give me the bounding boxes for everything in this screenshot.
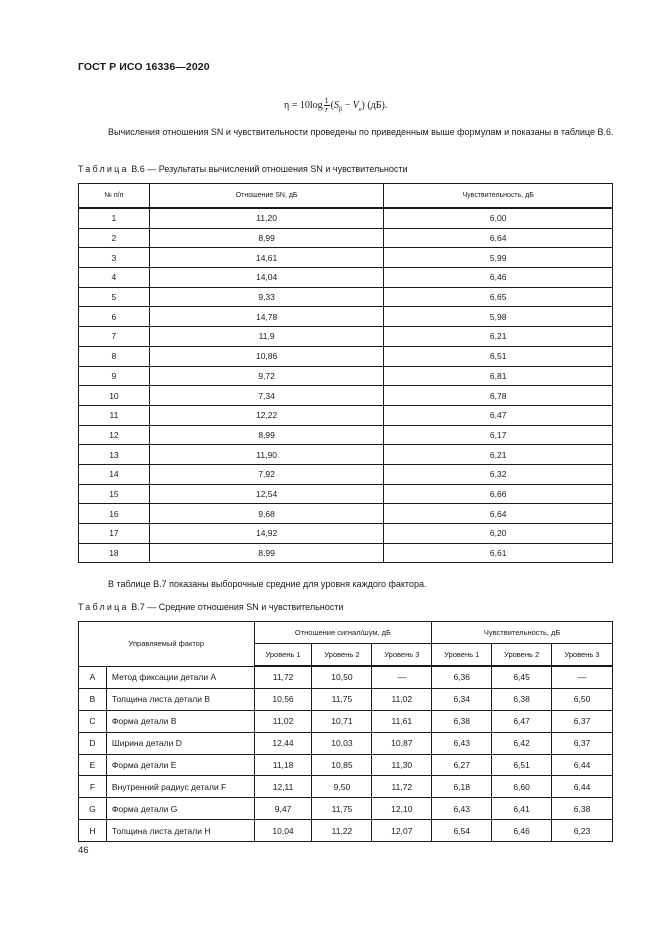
table7-cell-sens-l3: 6,37	[552, 710, 613, 732]
table6-cell-num: 4	[79, 268, 150, 288]
table7-cell-sn-l3: 12,10	[372, 798, 432, 820]
table7-cell-sens-l2: 6,42	[492, 732, 552, 754]
formula-lhs: η = 10log	[284, 99, 323, 111]
table-row	[79, 405, 613, 425]
table6-cell-sn: 11,90	[149, 445, 384, 465]
table7-level-header: Уровень 1	[254, 644, 312, 667]
table6-cell-num: 18	[79, 543, 150, 563]
table6-cell-num: 2	[79, 228, 150, 248]
document-header: ГОСТ Р ИСО 16336—2020	[78, 61, 210, 73]
table6-cell-sens: 6,21	[384, 327, 613, 347]
table7-cell-sens-l2: 6,45	[492, 666, 552, 688]
table7-level-header: Уровень 2	[312, 644, 372, 667]
table7-cell-sens-l2: 6,47	[492, 710, 552, 732]
table6-cell-sn: 7,92	[149, 464, 384, 484]
table7-cell-sens-l3: 6,44	[552, 776, 613, 798]
table7-cell-sn-l1: 11,02	[254, 710, 312, 732]
table6-cell-sens: 6,20	[384, 524, 613, 544]
table7-cell-sn-l1: 10,04	[254, 820, 312, 842]
table6-cell-sens: 6,64	[384, 504, 613, 524]
table7-cell-sens-l1: 6,36	[432, 666, 492, 688]
table6-cell-sn: 9,68	[149, 504, 384, 524]
table-row	[79, 688, 613, 710]
table7-cell-code: D	[79, 732, 107, 754]
table7-cell-code: F	[79, 776, 107, 798]
table6-cell-sens: 6,61	[384, 543, 613, 563]
table7-cell-code: G	[79, 798, 107, 820]
table7-cell-code: B	[79, 688, 107, 710]
table7-cell-sens-l2: 6,51	[492, 754, 552, 776]
table-row	[79, 327, 613, 347]
table6-cell-sens: 6,46	[384, 268, 613, 288]
table7-level-header: Уровень 3	[372, 644, 432, 667]
table7-cell-sens-l3: 6,37	[552, 732, 613, 754]
table-row	[79, 543, 613, 563]
table6-cell-num: 14	[79, 464, 150, 484]
table6-cell-sens: 6,47	[384, 405, 613, 425]
formula-unit: (дБ).	[367, 99, 388, 111]
table6-cell-sn: 9,72	[149, 366, 384, 386]
table7-cell-sens-l2: 6,38	[492, 688, 552, 710]
table7-cell-sens-l1: 6,27	[432, 754, 492, 776]
table6-cell-num: 13	[79, 445, 150, 465]
table6-cell-sn: 12,54	[149, 484, 384, 504]
table7-cell-factor: Форма детали E	[106, 754, 254, 776]
table7-cell-sens-l3: —	[552, 666, 613, 688]
table6-cell-num: 15	[79, 484, 150, 504]
table-row	[79, 484, 613, 504]
table7-cell-sens-l1: 6,18	[432, 776, 492, 798]
table-row	[79, 268, 613, 288]
table7-cell-factor: Ширина детали D	[106, 732, 254, 754]
table-row	[79, 504, 613, 524]
table6-cell-sens: 6,00	[384, 208, 613, 228]
table7-cell-sn-l2: 11,75	[312, 688, 372, 710]
table7-cell-factor: Толщина листа детали H	[106, 820, 254, 842]
table7-caption	[78, 602, 343, 612]
table6-cell-sens: 6,65	[384, 287, 613, 307]
table6-cell-num: 17	[79, 524, 150, 544]
formula-frac-num: 1	[324, 96, 329, 105]
table7-cell-factor: Форма детали G	[106, 798, 254, 820]
table6-cell-num: 12	[79, 425, 150, 445]
table7-cell-sn-l1: 12,44	[254, 732, 312, 754]
table-row	[79, 464, 613, 484]
table7-cell-sn-l1: 11,18	[254, 754, 312, 776]
table-row	[79, 366, 613, 386]
table6-cell-num: 16	[79, 504, 150, 524]
table6-caption-label: Таблица	[78, 164, 129, 174]
table7-cell-sens-l1: 6,43	[432, 798, 492, 820]
table7-cell-sens-l3: 6,23	[552, 820, 613, 842]
table6-cell-sn: 8,99	[149, 228, 384, 248]
table7-cell-code: C	[79, 710, 107, 732]
table7-caption-text: В.7 — Средние отношения SN и чувствительности	[131, 602, 344, 612]
table7-cell-sens-l2: 6,46	[492, 820, 552, 842]
table6-cell-num: 10	[79, 386, 150, 406]
formula-eta: η = 10log $\frac{1}{r}$ $(S_\beta - V_e)$ (дБ).	[284, 96, 388, 114]
table7-cell-sn-l2: 10,50	[312, 666, 372, 688]
table7-level-header: Уровень 2	[492, 644, 552, 667]
table7-cell-sens-l1: 6,43	[432, 732, 492, 754]
table6-cell-sn: 8,99	[149, 543, 384, 563]
table6-cell-sens: 6,17	[384, 425, 613, 445]
table6-caption	[78, 164, 408, 174]
table-row	[79, 798, 613, 820]
table7-cell-sn-l3: 11,02	[372, 688, 432, 710]
table6-cell-sn: 12,22	[149, 405, 384, 425]
table-sn-results	[78, 183, 613, 563]
table6-cell-num: 7	[79, 327, 150, 347]
table-row	[79, 732, 613, 754]
table-row	[79, 666, 613, 688]
table6-cell-num: 6	[79, 307, 150, 327]
table7-cell-factor: Метод фиксации детали A	[106, 666, 254, 688]
table6-cell-sens: 6,78	[384, 386, 613, 406]
paragraph-table7-intro: В таблице В.7 показаны выборочные средние для уровня каждого фактора.	[108, 579, 427, 589]
table-row	[79, 445, 613, 465]
table-row	[79, 287, 613, 307]
table-row	[79, 386, 613, 406]
table7-header-sn: Отношение сигнал/шум, дБ	[254, 622, 432, 644]
table7-header-row-1	[79, 622, 613, 644]
table6-cell-sens: 6,32	[384, 464, 613, 484]
table6-header-sn: Отношение SN, дБ	[149, 184, 384, 209]
table6-cell-sens: 6,64	[384, 228, 613, 248]
table6-cell-num: 8	[79, 346, 150, 366]
table6-cell-sens: 5,99	[384, 248, 613, 268]
table6-cell-sens: 6,81	[384, 366, 613, 386]
table6-cell-sn: 14,78	[149, 307, 384, 327]
table7-cell-sn-l3: 12,07	[372, 820, 432, 842]
table6-cell-sn: 11,9	[149, 327, 384, 347]
table6-caption-text: В.6 — Результаты вычислений отношения SN и чувствительности	[131, 164, 408, 174]
table7-cell-sn-l2: 9,50	[312, 776, 372, 798]
table7-cell-code: E	[79, 754, 107, 776]
table7-cell-sn-l1: 11,72	[254, 666, 312, 688]
formula-fraction	[324, 97, 330, 114]
table6-cell-sn: 7,34	[149, 386, 384, 406]
table6-cell-sens: 6,21	[384, 445, 613, 465]
table7-cell-sens-l3: 6,50	[552, 688, 613, 710]
table6-cell-num: 9	[79, 366, 150, 386]
table7-cell-sens-l3: 6,44	[552, 754, 613, 776]
table7-cell-sn-l2: 11,22	[312, 820, 372, 842]
table7-cell-sens-l1: 6,54	[432, 820, 492, 842]
table6-cell-sens: 6,66	[384, 484, 613, 504]
paragraph-calc: Вычисления отношения SN и чувствительности проведены по приведенным выше формулам и показаны в таблице В.6.	[108, 127, 614, 137]
table7-cell-code: H	[79, 820, 107, 842]
page-number: 46	[78, 845, 89, 856]
table6-cell-sn: 9,33	[149, 287, 384, 307]
table6-cell-sn: 14,92	[149, 524, 384, 544]
table-row	[79, 710, 613, 732]
formula-frac-den: r	[325, 105, 329, 114]
table7-cell-sens-l3: 6,38	[552, 798, 613, 820]
table-row	[79, 208, 613, 228]
table7-cell-sn-l1: 10,56	[254, 688, 312, 710]
table-row	[79, 248, 613, 268]
table-row	[79, 307, 613, 327]
table-row	[79, 820, 613, 842]
table7-cell-code: A	[79, 666, 107, 688]
formula-v-sub: e	[358, 106, 362, 113]
table7-header-factor: Управляемый фактор	[79, 622, 255, 667]
table6-cell-num: 1	[79, 208, 150, 228]
table6-cell-sn: 14,61	[149, 248, 384, 268]
table-row	[79, 524, 613, 544]
table6-header-sens: Чувствительность, дБ	[384, 184, 613, 209]
table6-body	[79, 208, 613, 563]
table7-cell-sn-l2: 10,71	[312, 710, 372, 732]
table-row	[79, 346, 613, 366]
table7-cell-sn-l3: —	[372, 666, 432, 688]
table7-cell-sn-l3: 10,87	[372, 732, 432, 754]
table7-cell-sn-l3: 11,72	[372, 776, 432, 798]
table7-cell-sens-l2: 6,60	[492, 776, 552, 798]
table6-cell-sens: 5,98	[384, 307, 613, 327]
table7-cell-sn-l2: 10,03	[312, 732, 372, 754]
table6-cell-num: 3	[79, 248, 150, 268]
table-row	[79, 776, 613, 798]
table7-cell-factor: Внутренний радиус детали F	[106, 776, 254, 798]
table6-header-row	[79, 184, 613, 209]
table-row	[79, 228, 613, 248]
table6-header-num: № п/п	[79, 184, 150, 209]
table7-level-header: Уровень 3	[552, 644, 613, 667]
formula-s: S	[334, 99, 339, 111]
table6-cell-sens: 6,51	[384, 346, 613, 366]
table6-cell-sn: 10,86	[149, 346, 384, 366]
table-row	[79, 425, 613, 445]
table7-caption-label: Таблица	[78, 602, 129, 612]
table7-cell-sn-l3: 11,30	[372, 754, 432, 776]
table6-cell-sn: 14,04	[149, 268, 384, 288]
table-factor-means	[78, 621, 613, 842]
table7-cell-sn-l1: 12,11	[254, 776, 312, 798]
table6-cell-num: 11	[79, 405, 150, 425]
table7-cell-sens-l2: 6,41	[492, 798, 552, 820]
table7-cell-sn-l2: 11,75	[312, 798, 372, 820]
table7-cell-factor: Форма детали B	[106, 710, 254, 732]
table7-cell-sn-l1: 9,47	[254, 798, 312, 820]
table7-cell-sens-l1: 6,34	[432, 688, 492, 710]
table7-body	[79, 666, 613, 842]
table-row	[79, 754, 613, 776]
formula-v: V	[352, 99, 359, 111]
table7-level-header: Уровень 1	[432, 644, 492, 667]
table7-cell-sn-l2: 10,85	[312, 754, 372, 776]
formula-minus: −	[342, 99, 353, 111]
table7-cell-sens-l1: 6,38	[432, 710, 492, 732]
table7-header-sens: Чувствительность, дБ	[432, 622, 613, 644]
formula-s-sub: β	[339, 106, 343, 113]
table6-cell-sn: 8,99	[149, 425, 384, 445]
table7-cell-sn-l3: 11,61	[372, 710, 432, 732]
table6-cell-num: 5	[79, 287, 150, 307]
table6-cell-sn: 11,20	[149, 208, 384, 228]
table7-cell-factor: Толщина листа детали B	[106, 688, 254, 710]
